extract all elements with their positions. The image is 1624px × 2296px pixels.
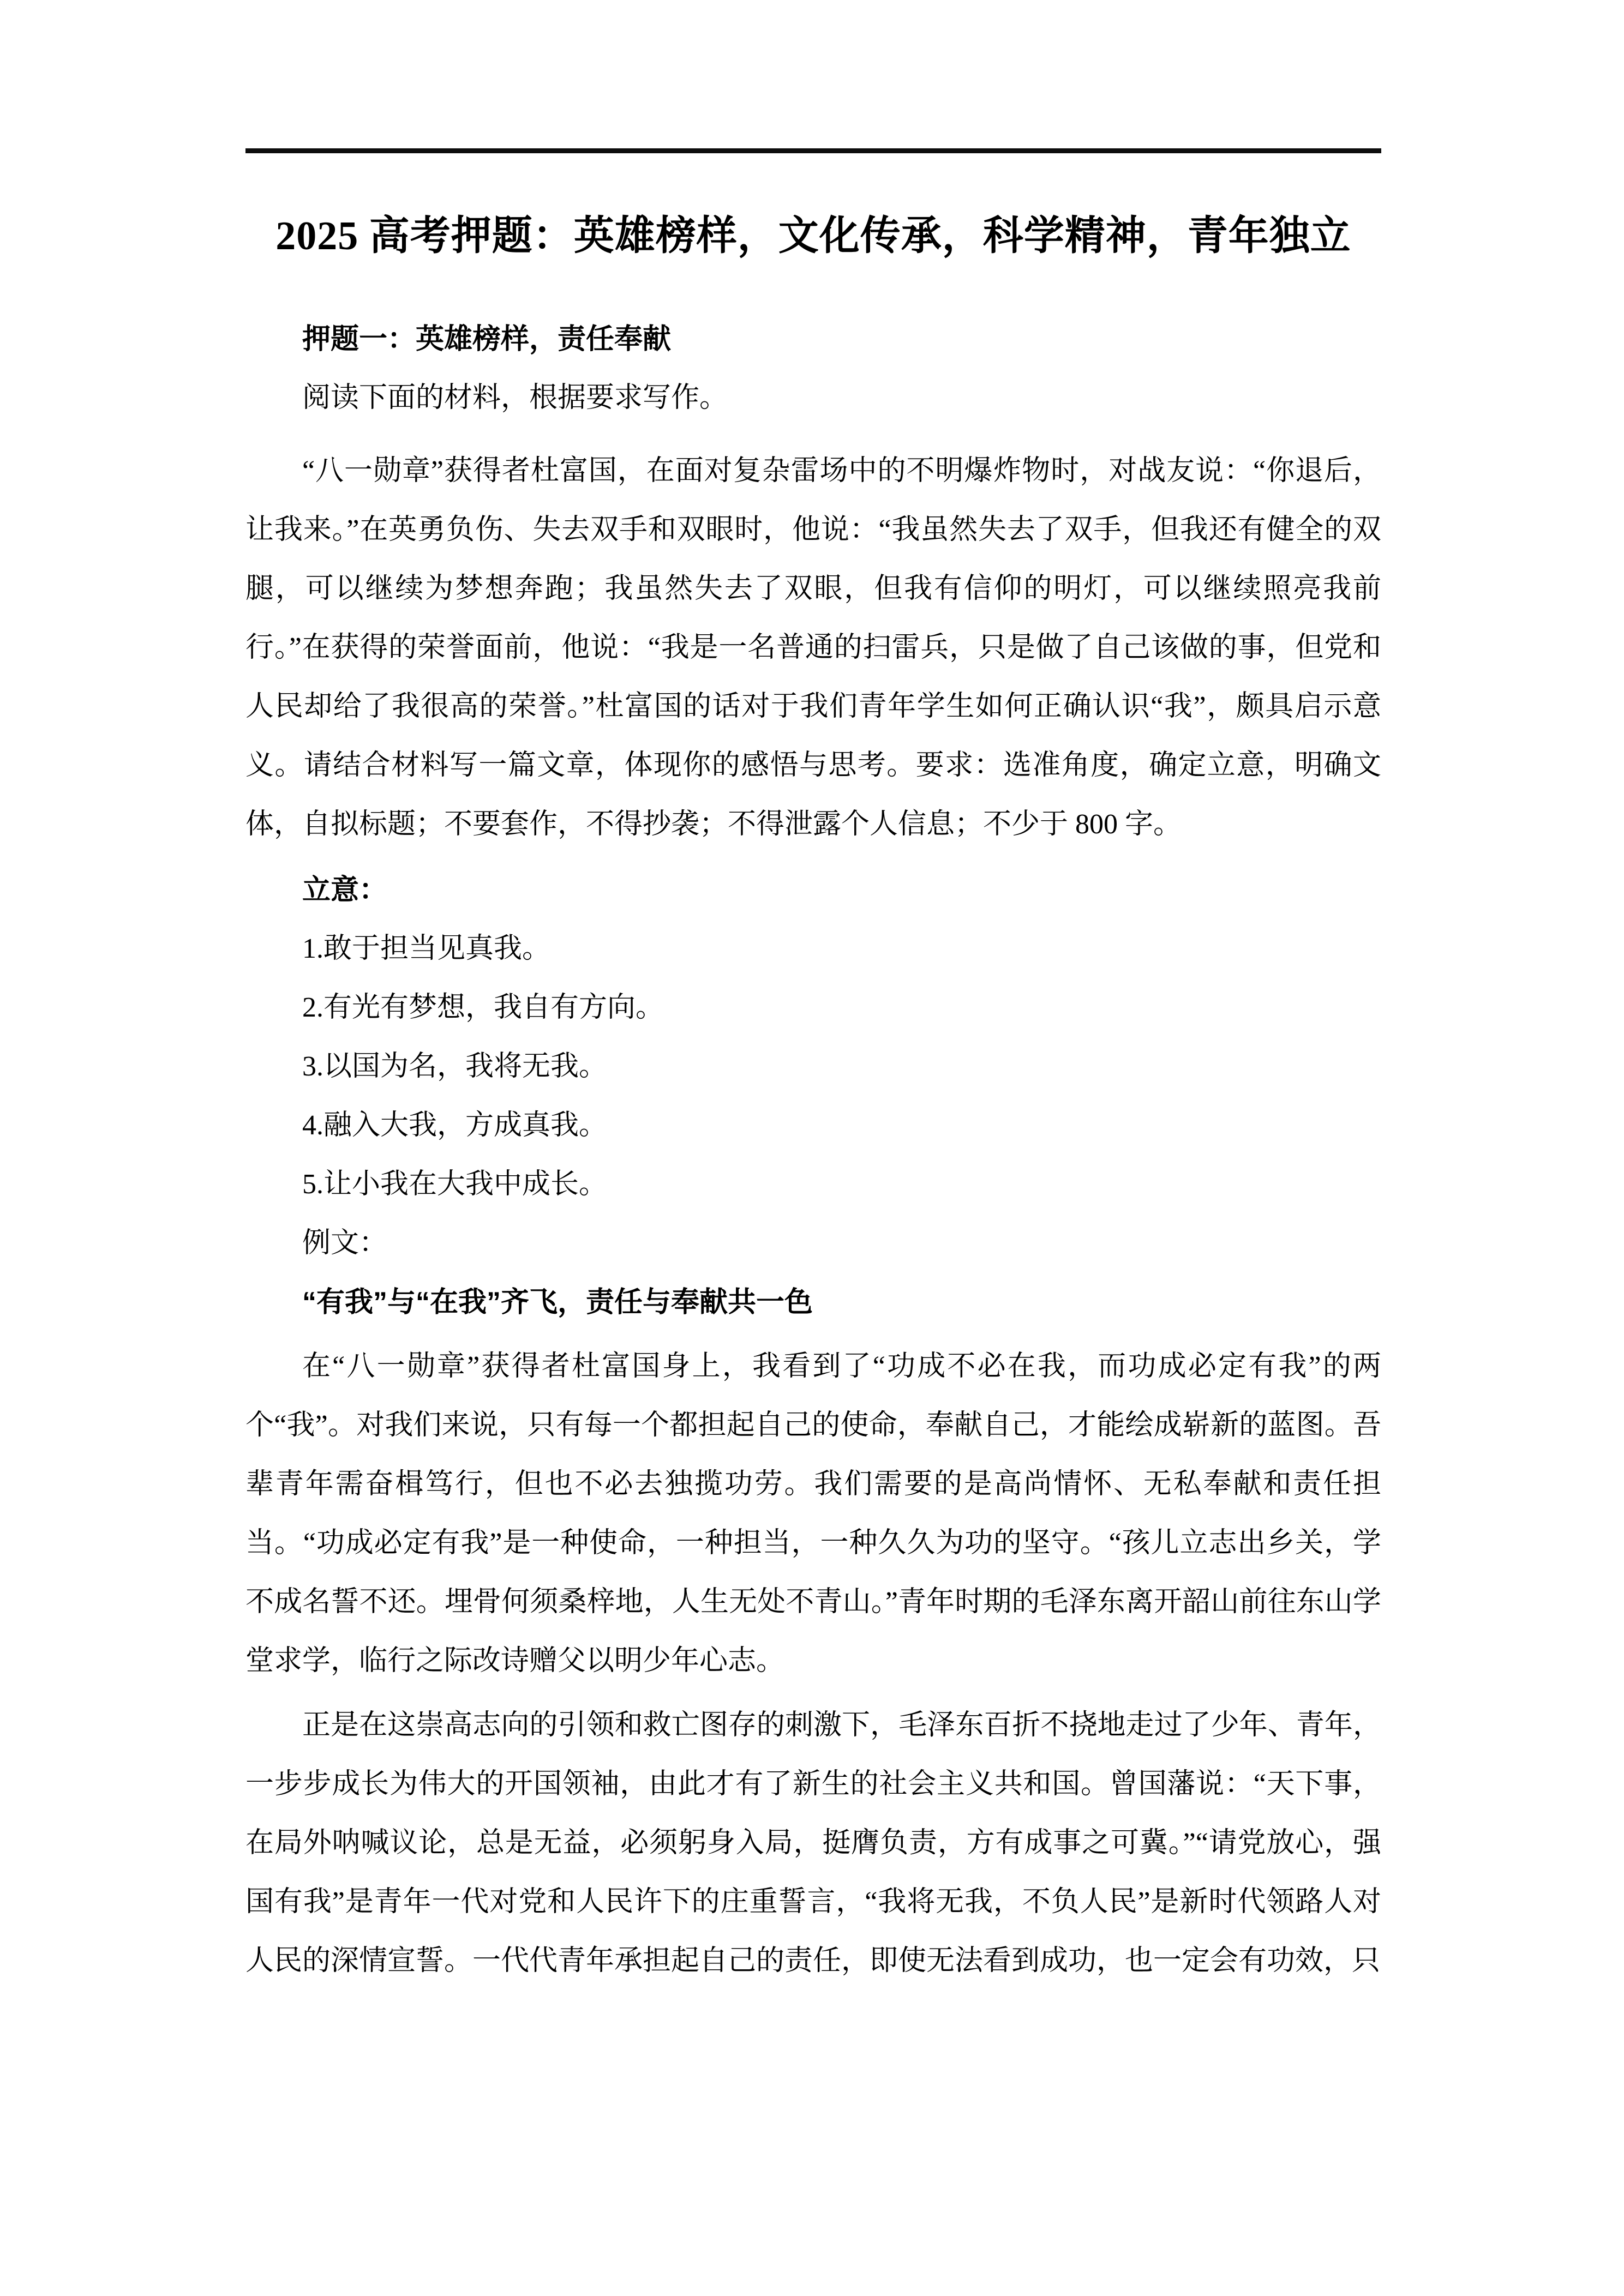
essay-title: “有我”与“在我”齐飞，责任与奉献共一色 (302, 1287, 813, 1318)
idea-item-2: 2.有光有梦想，我自有方向。 (302, 992, 664, 1023)
document-title: 2025 高考押题：英雄榜样，文化传承，科学精神，青年独立 (275, 214, 1351, 259)
ideas-label: 立意： (302, 874, 388, 906)
header-divider (245, 148, 1381, 153)
idea-item-4: 4.融入大我，方成真我。 (302, 1110, 608, 1141)
topic1-heading: 押题一：英雄榜样，责任奉献 (302, 323, 672, 355)
essay-paragraph-2: 正是在这崇高志向的引领和救亡图存的刺激下，毛泽东百折不挠地走过了少年、青年，一步步成长为伟大的开国领袖，由此才有了新生的社会主义共和国。曾国藩说：“天下事，在局外呐喊议论，总是无益，必须躬身入局，挺膺负责，方有成事之可冀。”“请党放心，强国有我”是青年一代对党和人民许下的庄重誓言，“我将无我，不负人民”是新时代领路人对人民的深情宣誓。一代代青年承担起自己的责任，即使无法看到成功，也一定会有功效，只 (245, 1710, 1381, 1976)
document-content (245, 207, 1381, 1991)
example-label: 例文： (302, 1228, 388, 1259)
idea-item-5: 5.让小我在大我中成长。 (302, 1169, 608, 1200)
material-paragraph: “八一勋章”获得者杜富国，在面对复杂雷场中的不明爆炸物时，对战友说：“你退后，让我来。”在英勇负伤、失去双手和双眼时，他说：“我虽然失去了双手，但我还有健全的双腿，可以继续为梦想奔跑；我虽然失去了双眼，但我有信仰的明灯，可以继续照亮我前行。”在获得的荣誉面前，他说：“我是一名普通的扫雷兵，只是做了自己该做的事，但党和人民却给了我很高的荣誉。”杜富国的话对于我们青年学生如何正确认识“我”，颇具启示意义。请结合材料写一篇文章，体现你的感悟与思考。要求：选准角度，确定立意，明确文体，自拟标题；不要套作，不得抄袭；不得泄露个人信息；不少于 800 字。 (245, 455, 1381, 840)
essay-paragraph-1: 在“八一勋章”获得者杜富国身上，我看到了“功成不必在我，而功成必定有我”的两个“我”。对我们来说，只有每一个都担起自己的使命，奉献自己，才能绘成崭新的蓝图。吾辈青年需奋楫笃行，但也不必去独揽功劳。我们需要的是高尚情怀、无私奉献和责任担当。“功成必定有我”是一种使命，一种担当，一种久久为功的坚守。“孩儿立志出乡关，学不成名誓不还。埋骨何须桑梓地，人生无处不青山。”青年时期的毛泽东离开韶山前往东山学堂求学，临行之际改诗赠父以明少年心志。 (245, 1351, 1381, 1676)
idea-item-3: 3.以国为名，我将无我。 (302, 1051, 608, 1082)
idea-item-1: 1.敢于担当见真我。 (302, 933, 551, 964)
writing-instruction: 阅读下面的材料，根据要求写作。 (302, 382, 728, 413)
